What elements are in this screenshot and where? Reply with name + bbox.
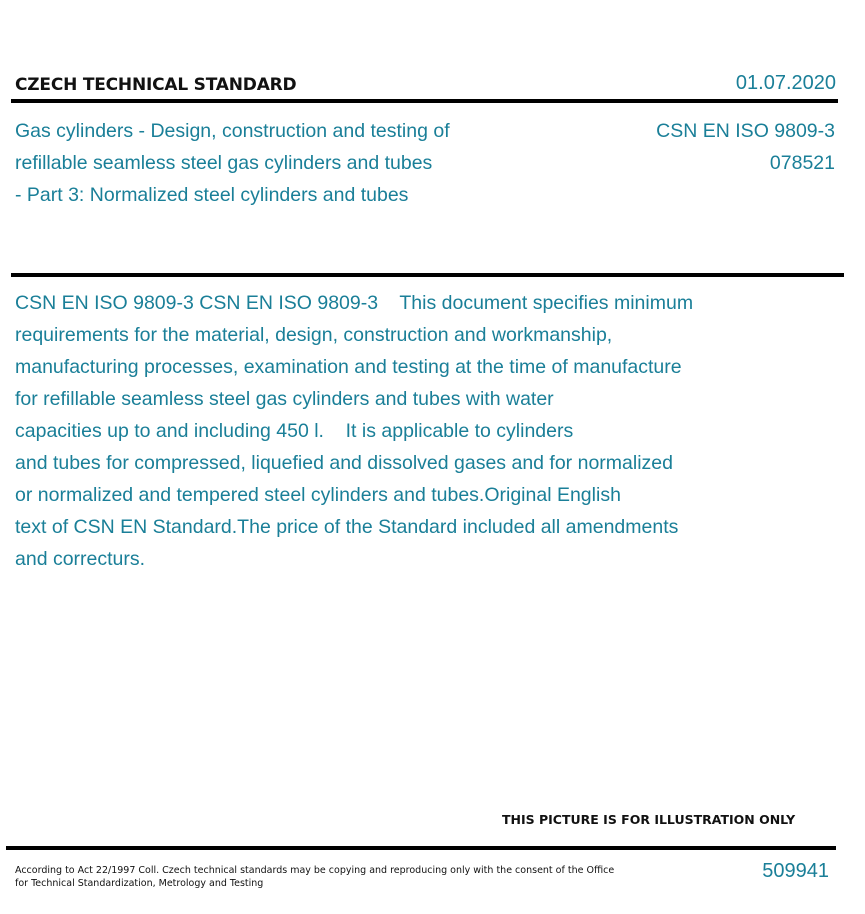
standard-number: CSN EN ISO 9809-3 [656, 120, 835, 142]
illustration-note: THIS PICTURE IS FOR ILLUSTRATION ONLY [502, 812, 796, 827]
legal-notice [15, 864, 615, 890]
title-line: - Part 3: Normalized steel cylinders and tubes [15, 184, 409, 206]
legal-line: According to Act 22/1997 Coll. Czech technical standards may be copying and reproducing only with the consent of the Office [15, 865, 615, 876]
description-line: CSN EN ISO 9809-3 CSN EN ISO 9809-3 This document specifies minimum [15, 292, 694, 314]
legal-line: for Technical Standardization, Metrology and Testing [15, 878, 264, 889]
description-line: for refillable seamless steel gas cylinders and tubes with water [15, 388, 554, 410]
document-codes [656, 115, 835, 179]
description-line: and correcturs. [15, 548, 146, 570]
standard-type-label: CZECH TECHNICAL STANDARD [15, 75, 297, 95]
description-line: and tubes for compressed, liquefied and dissolved gases and for normalized [15, 452, 673, 474]
description-line: text of CSN EN Standard.The price of the Standard included all amendments [15, 516, 679, 538]
title-line: refillable seamless steel gas cylinders and tubes [15, 152, 433, 174]
description-line: manufacturing processes, examination and testing at the time of manufacture [15, 356, 682, 378]
document-title [15, 115, 535, 211]
title-line: Gas cylinders - Design, construction and testing of [15, 120, 450, 142]
header-divider [11, 99, 838, 103]
title-divider [11, 273, 844, 277]
description-line: capacities up to and including 450 l. It is applicable to cylinders [15, 420, 574, 442]
document-description [15, 287, 795, 575]
description-line: or normalized and tempered steel cylinders and tubes.Original English [15, 484, 621, 506]
publication-date: 01.07.2020 [735, 72, 836, 94]
catalog-number: 078521 [769, 152, 835, 174]
description-line: requirements for the material, design, construction and workmanship, [15, 324, 613, 346]
footer-divider [6, 846, 836, 850]
footer-code: 509941 [762, 860, 829, 882]
